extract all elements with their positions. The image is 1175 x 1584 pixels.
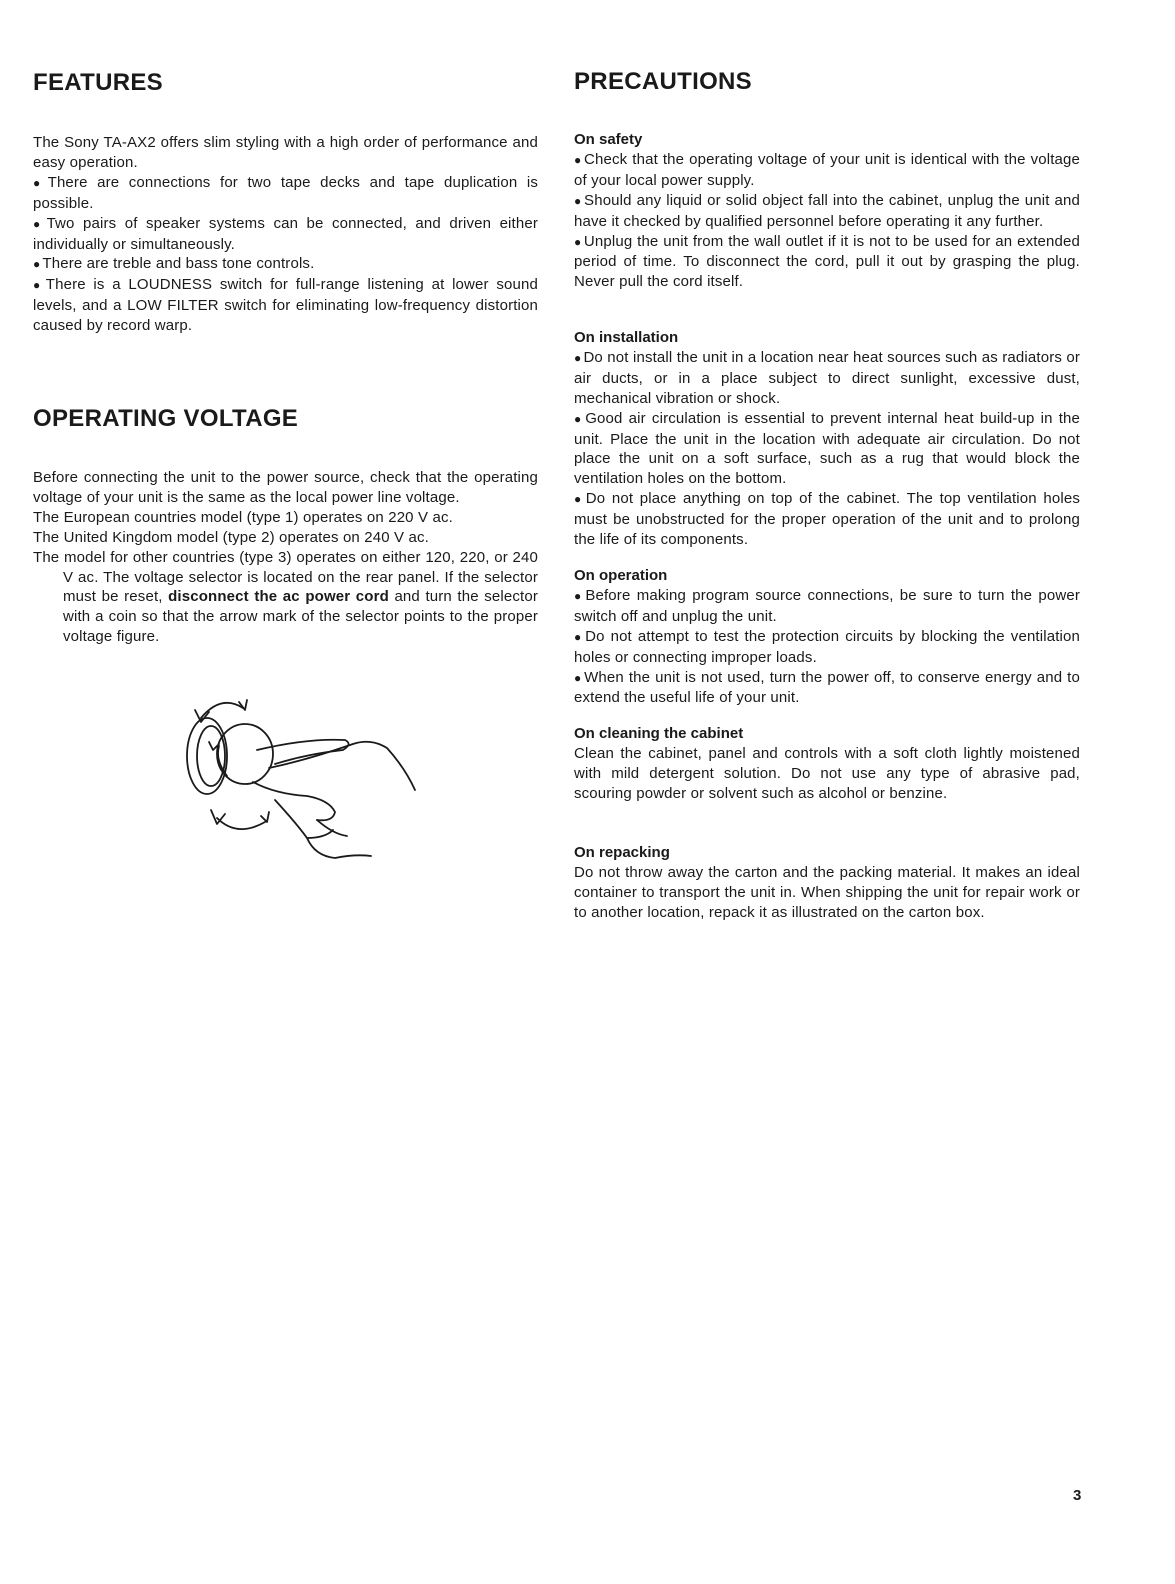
voltage-title: OPERATING VOLTAGE bbox=[33, 405, 299, 432]
safety-item: ● Should any liquid or solid object fall into the cabinet, unplug the unit and have it checked by qualified personnel before operating it any further. bbox=[574, 191, 1080, 232]
features-intro: The Sony TA-AX2 offers slim styling with a high order of performance and easy operation. bbox=[33, 134, 538, 171]
installation-section bbox=[574, 328, 1080, 550]
installation-item: ● Good air circulation is essential to prevent internal heat build-up in the unit. Place the unit in the location with adequate air circulation. Do not place the unit on a soft surface, such as a rug that would block the ventilation holes on the bottom. bbox=[574, 409, 1080, 490]
cleaning-text: Clean the cabinet, panel and controls with a soft cloth lightly moistened with mild detergent solution. Do not use any type of abrasive pad, scouring powder or solvent such as alcohol or benzine. bbox=[574, 744, 1080, 802]
safety-heading: On safety bbox=[574, 131, 643, 148]
voltage-paragraph: Before connecting the unit to the power source, check that the operating voltage of your unit is the same as the local power line voltage. bbox=[33, 469, 538, 506]
rotate-arrow-top-icon bbox=[201, 703, 243, 718]
voltage-warning: disconnect the ac power cord bbox=[168, 588, 389, 606]
operation-heading: On operation bbox=[574, 567, 668, 584]
operation-item: ● Do not attempt to test the protection circuits by blocking the ventilation holes or connecting improper loads. bbox=[574, 627, 1080, 668]
rotate-arrow-bottom-icon bbox=[217, 818, 265, 829]
repacking-heading: On repacking bbox=[574, 844, 670, 861]
repacking-text: Do not throw away the carton and the packing material. It makes an ideal container to transport the unit in. When shipping the unit for repair work or to another location, repack it as illustrated on the carton box. bbox=[574, 863, 1080, 921]
page-number: 3 bbox=[1073, 1487, 1082, 1504]
safety-item: ● Unplug the unit from the wall outlet if it is not to be used for an extended period of time. To disconnect the cord, pull it out by grasping the plug. Never pull the cord itself. bbox=[574, 232, 1080, 293]
voltage-section bbox=[33, 468, 538, 647]
features-title: FEATURES bbox=[33, 69, 163, 96]
features-item: ● Two pairs of speaker systems can be connected, and driven either individually or simultaneously. bbox=[33, 214, 538, 255]
cleaning-section bbox=[574, 724, 1080, 804]
voltage-europe: The European countries model (type 1) operates on 220 V ac. bbox=[33, 508, 453, 526]
voltage-selector-illustration bbox=[157, 688, 427, 866]
features-item: ● There are treble and bass tone controls. bbox=[33, 254, 538, 275]
safety-item: ● Check that the operating voltage of your unit is identical with the voltage of your local power supply. bbox=[574, 150, 1080, 191]
operation-item: ● When the unit is not used, turn the power off, to conserve energy and to extend the useful life of your unit. bbox=[574, 668, 1080, 709]
selector-knob-icon bbox=[187, 718, 227, 794]
precautions-title: PRECAUTIONS bbox=[574, 68, 752, 95]
operation-section bbox=[574, 566, 1080, 708]
cleaning-heading: On cleaning the cabinet bbox=[574, 725, 744, 742]
installation-heading: On installation bbox=[574, 329, 679, 346]
repacking-section bbox=[574, 843, 1080, 923]
voltage-uk: The United Kingdom model (type 2) operates on 240 V ac. bbox=[33, 528, 429, 546]
voltage-other-countries: The model for other countries (type 3) operates on either 120, 220, or 240 V ac. The voltage selector is located on the rear panel. If the selector must be reset, disconnect the ac power cord and turn the selector with a coin so that the arrow mark of the selector points to the proper voltage figure. bbox=[33, 548, 538, 646]
features-item: ● There is a LOUDNESS switch for full-range listening at lower sound levels, and a LOW FILTER switch for eliminating low-frequency distortion caused by record warp. bbox=[33, 275, 538, 336]
installation-item: ● Do not place anything on top of the cabinet. The top ventilation holes must be unobstructed for the proper operation of the unit and to prolong the life of its components. bbox=[574, 489, 1080, 550]
installation-item: ● Do not install the unit in a location near heat sources such as radiators or air ducts, or in a place subject to direct sunlight, excessive dust, mechanical vibration or shock. bbox=[574, 348, 1080, 409]
operation-item: ● Before making program source connections, be sure to turn the power switch off and unplug the unit. bbox=[574, 586, 1080, 627]
features-section bbox=[33, 133, 538, 336]
features-item: ● There are connections for two tape decks and tape duplication is possible. bbox=[33, 173, 538, 214]
safety-section bbox=[574, 130, 1080, 292]
